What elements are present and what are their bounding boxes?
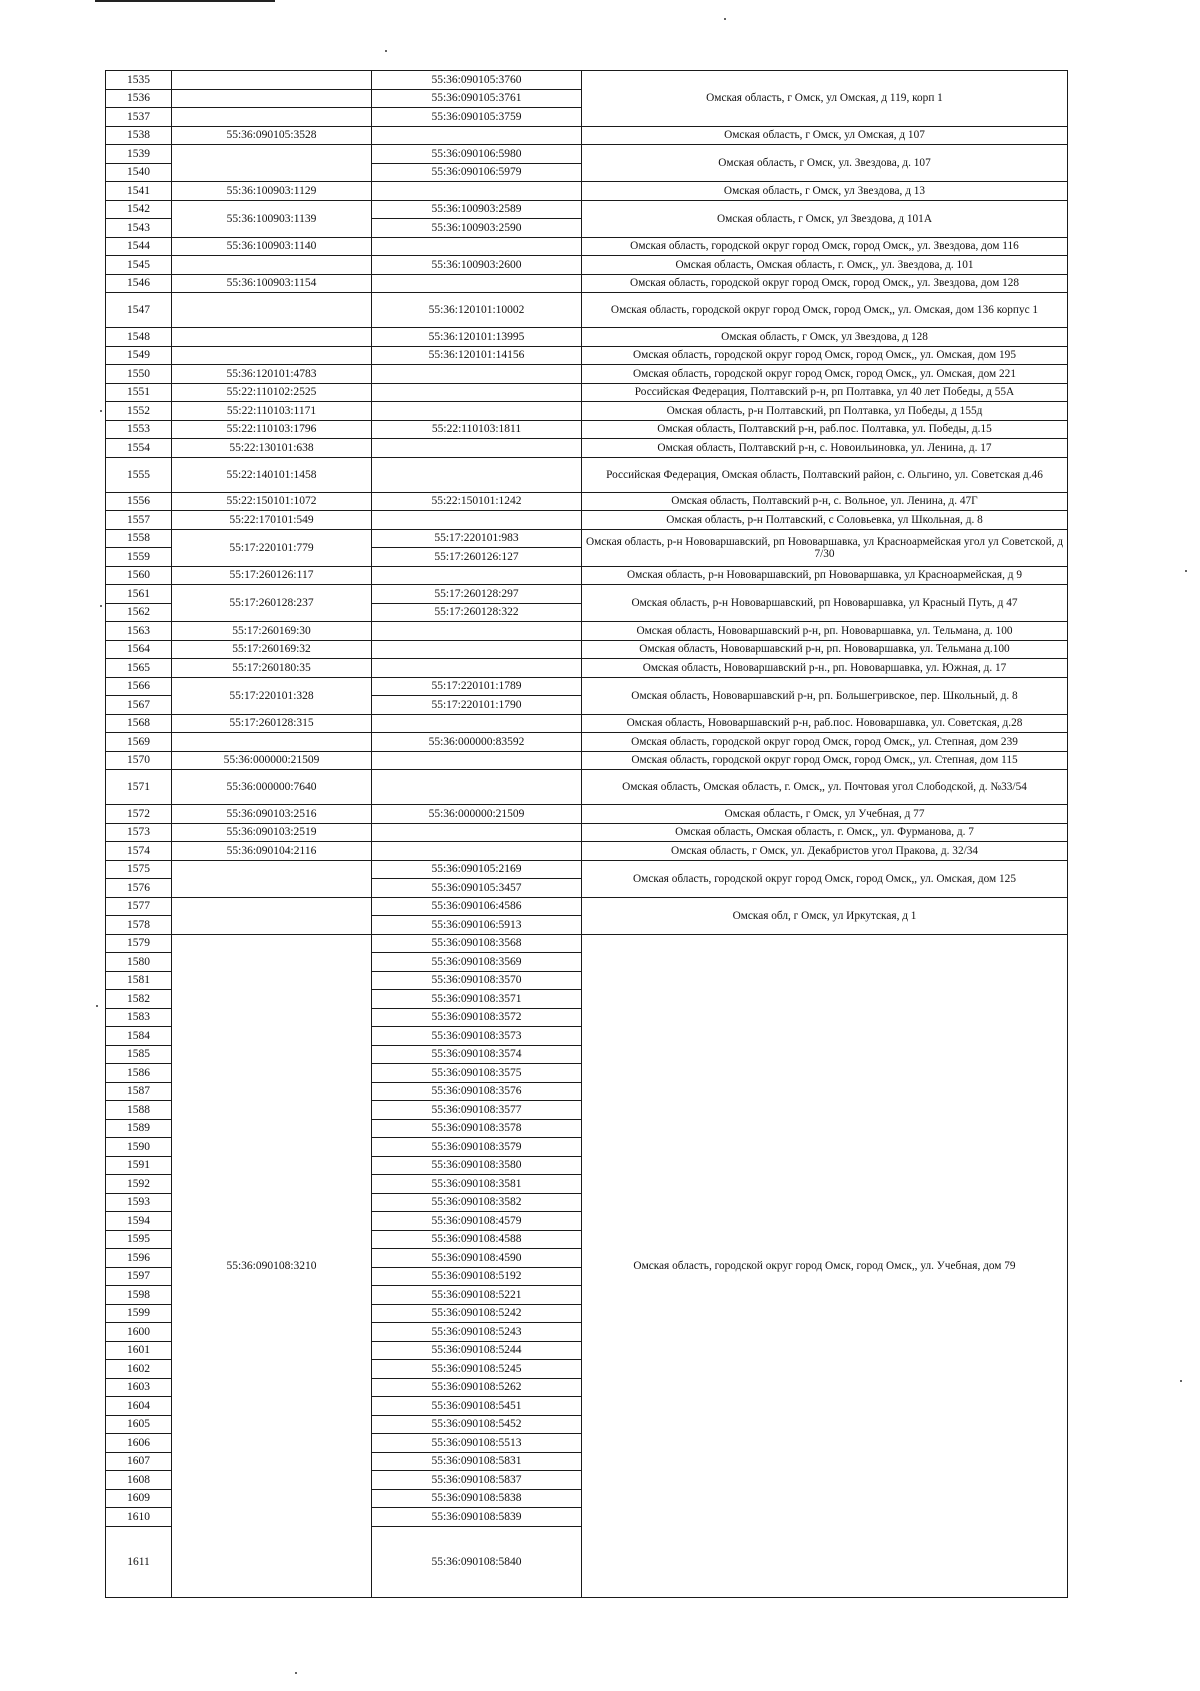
object-number-cell: 55:36:090108:3573 (372, 1027, 582, 1046)
row-number-cell: 1549 (106, 346, 172, 365)
row-number-cell: 1593 (106, 1193, 172, 1212)
scan-speck (724, 18, 726, 20)
object-number-cell: 55:36:090108:4590 (372, 1249, 582, 1268)
object-number-cell (372, 439, 582, 458)
row-number-cell: 1550 (106, 365, 172, 384)
row-number-cell: 1561 (106, 585, 172, 604)
table-row (106, 860, 1068, 879)
row-number-cell: 1579 (106, 934, 172, 953)
address-cell: Омская область, Омская область, г. Омск,, ул. Звездова, д. 101 (582, 256, 1068, 275)
object-number-cell: 55:36:090108:3574 (372, 1045, 582, 1064)
table-row (106, 346, 1068, 365)
parcel-number-cell (172, 328, 372, 347)
row-number-cell: 1599 (106, 1304, 172, 1323)
parcel-number-cell: 55:22:150101:1072 (172, 492, 372, 511)
table-row (106, 897, 1068, 916)
scan-speck (96, 1005, 98, 1007)
object-number-cell: 55:17:220101:1790 (372, 696, 582, 715)
object-number-cell (372, 182, 582, 201)
object-number-cell: 55:17:220101:983 (372, 529, 582, 548)
object-number-cell: 55:17:260128:297 (372, 585, 582, 604)
address-cell: Омская область, г Омск, ул Омская, д 107 (582, 126, 1068, 145)
table-row (106, 714, 1068, 733)
address-cell: Омская область, р-н Нововаршавский, рп Нововаршавка, ул Красноармейская угол ул Советской, д 7/30 (582, 529, 1068, 566)
object-number-cell: 55:36:090108:5839 (372, 1508, 582, 1527)
object-number-cell: 55:36:090106:5980 (372, 145, 582, 164)
object-number-cell (372, 770, 582, 805)
row-number-cell: 1545 (106, 256, 172, 275)
object-number-cell: 55:36:090108:3579 (372, 1138, 582, 1157)
object-number-cell (372, 457, 582, 492)
row-number-cell: 1562 (106, 603, 172, 622)
object-number-cell: 55:17:260128:322 (372, 603, 582, 622)
scan-speck (1185, 570, 1187, 572)
address-cell: Омская область, г Омск, ул. Звездова, д. 107 (582, 145, 1068, 182)
table-row (106, 126, 1068, 145)
address-cell: Омская область, городской округ город Омск, город Омск,, ул. Звездова, дом 128 (582, 274, 1068, 293)
row-number-cell: 1576 (106, 879, 172, 898)
parcel-number-cell (172, 346, 372, 365)
object-number-cell (372, 823, 582, 842)
parcel-number-cell (172, 145, 372, 182)
address-cell: Омская область, городской округ город Омск, город Омск,, ул. Омская, дом 195 (582, 346, 1068, 365)
row-number-cell: 1580 (106, 953, 172, 972)
row-number-cell: 1611 (106, 1526, 172, 1597)
object-number-cell: 55:36:120101:14156 (372, 346, 582, 365)
object-number-cell: 55:36:090106:4586 (372, 897, 582, 916)
row-number-cell: 1584 (106, 1027, 172, 1046)
row-number-cell: 1539 (106, 145, 172, 164)
object-number-cell (372, 751, 582, 770)
object-number-cell: 55:36:090108:5262 (372, 1378, 582, 1397)
row-number-cell: 1595 (106, 1230, 172, 1249)
object-number-cell (372, 659, 582, 678)
object-number-cell: 55:36:100903:2600 (372, 256, 582, 275)
parcel-number-cell: 55:17:220101:328 (172, 677, 372, 714)
address-cell: Российская Федерация, Омская область, Полтавский район, с. Ольгино, ул. Советская д.46 (582, 457, 1068, 492)
row-number-cell: 1594 (106, 1212, 172, 1231)
object-number-cell (372, 402, 582, 421)
row-number-cell: 1578 (106, 916, 172, 935)
row-number-cell: 1555 (106, 457, 172, 492)
table-row (106, 805, 1068, 824)
row-number-cell: 1610 (106, 1508, 172, 1527)
object-number-cell: 55:36:100903:2589 (372, 200, 582, 219)
row-number-cell: 1560 (106, 566, 172, 585)
row-number-cell: 1592 (106, 1175, 172, 1194)
table-row (106, 659, 1068, 678)
object-number-cell: 55:36:090105:2169 (372, 860, 582, 879)
address-cell: Омская область, г Омск, ул Звездова, д 128 (582, 328, 1068, 347)
address-cell: Омская область, г Омск, ул Звездова, д 13 (582, 182, 1068, 201)
row-number-cell: 1569 (106, 733, 172, 752)
object-number-cell: 55:36:090105:3761 (372, 89, 582, 108)
object-number-cell: 55:36:000000:83592 (372, 733, 582, 752)
object-number-cell: 55:36:090108:3575 (372, 1064, 582, 1083)
table-row (106, 770, 1068, 805)
table-row (106, 842, 1068, 861)
address-cell: Омская область, г Омск, ул Омская, д 119, корп 1 (582, 71, 1068, 127)
row-number-cell: 1544 (106, 237, 172, 256)
table-row (106, 751, 1068, 770)
address-cell: Омская область, городской округ город Омск, город Омск,, ул. Степная, дом 239 (582, 733, 1068, 752)
object-number-cell: 55:36:100903:2590 (372, 219, 582, 238)
object-number-cell: 55:36:090108:3571 (372, 990, 582, 1009)
row-number-cell: 1571 (106, 770, 172, 805)
row-number-cell: 1590 (106, 1138, 172, 1157)
table-row (106, 585, 1068, 604)
object-number-cell: 55:36:090108:5837 (372, 1471, 582, 1490)
row-number-cell: 1605 (106, 1415, 172, 1434)
table-row (106, 439, 1068, 458)
address-cell: Российская Федерация, Полтавский р-н, рп Полтавка, ул 40 лет Победы, д 55А (582, 383, 1068, 402)
object-number-cell: 55:22:150101:1242 (372, 492, 582, 511)
row-number-cell: 1556 (106, 492, 172, 511)
table-row (106, 274, 1068, 293)
address-cell: Омская область, г Омск, ул Звездова, д 101А (582, 200, 1068, 237)
scan-border-line (95, 0, 275, 2)
row-number-cell: 1551 (106, 383, 172, 402)
parcel-number-cell (172, 897, 372, 934)
object-number-cell: 55:36:090108:5452 (372, 1415, 582, 1434)
object-number-cell: 55:36:090105:3457 (372, 879, 582, 898)
row-number-cell: 1598 (106, 1286, 172, 1305)
scan-speck (1180, 1380, 1182, 1382)
table-row (106, 182, 1068, 201)
scan-speck (100, 605, 102, 607)
row-number-cell: 1604 (106, 1397, 172, 1416)
parcel-number-cell: 55:17:260180:35 (172, 659, 372, 678)
table-row (106, 511, 1068, 530)
address-cell: Омская область, р-н Нововаршавский, рп Нововаршавка, ул Красный Путь, д 47 (582, 585, 1068, 622)
row-number-cell: 1577 (106, 897, 172, 916)
address-cell: Омская область, Нововаршавский р-н, рп. Нововаршавка, ул. Тельмана, д. 100 (582, 622, 1068, 641)
row-number-cell: 1566 (106, 677, 172, 696)
scan-speck (385, 50, 387, 52)
object-number-cell (372, 842, 582, 861)
row-number-cell: 1535 (106, 71, 172, 90)
parcel-number-cell: 55:22:110103:1796 (172, 420, 372, 439)
parcel-number-cell: 55:36:000000:7640 (172, 770, 372, 805)
object-number-cell: 55:36:090108:5192 (372, 1267, 582, 1286)
parcel-number-cell: 55:36:000000:21509 (172, 751, 372, 770)
object-number-cell: 55:17:220101:1789 (372, 677, 582, 696)
parcel-number-cell: 55:17:260169:30 (172, 622, 372, 641)
row-number-cell: 1572 (106, 805, 172, 824)
address-cell: Омская область, Полтавский р-н, раб.пос. Полтавка, ул. Победы, д.15 (582, 420, 1068, 439)
parcel-number-cell: 55:36:100903:1154 (172, 274, 372, 293)
address-cell: Омская область, Нововаршавский р-н., рп. Нововаршавка, ул. Южная, д. 17 (582, 659, 1068, 678)
object-number-cell: 55:36:090108:3570 (372, 971, 582, 990)
address-cell: Омская область, Омская область, г. Омск,, ул. Почтовая угол Слободской, д. №33/54 (582, 770, 1068, 805)
row-number-cell: 1589 (106, 1119, 172, 1138)
object-number-cell: 55:36:090108:3577 (372, 1101, 582, 1120)
scan-speck (295, 1672, 297, 1674)
parcel-number-cell: 55:17:260128:237 (172, 585, 372, 622)
row-number-cell: 1567 (106, 696, 172, 715)
table-row (106, 934, 1068, 953)
object-number-cell (372, 566, 582, 585)
row-number-cell: 1575 (106, 860, 172, 879)
table-row (106, 328, 1068, 347)
object-number-cell (372, 640, 582, 659)
parcel-number-cell: 55:36:100903:1139 (172, 200, 372, 237)
row-number-cell: 1585 (106, 1045, 172, 1064)
row-number-cell: 1553 (106, 420, 172, 439)
row-number-cell: 1548 (106, 328, 172, 347)
row-number-cell: 1564 (106, 640, 172, 659)
table-row (106, 145, 1068, 164)
address-cell: Омская область, Полтавский р-н, с. Новоильиновка, ул. Ленина, д. 17 (582, 439, 1068, 458)
object-number-cell: 55:17:260126:127 (372, 548, 582, 567)
address-cell: Омская область, Нововаршавский р-н, рп. Нововаршавка, ул. Тельмана д.100 (582, 640, 1068, 659)
object-number-cell: 55:36:090108:4579 (372, 1212, 582, 1231)
object-number-cell: 55:36:090105:3760 (372, 71, 582, 90)
object-number-cell: 55:36:090108:5243 (372, 1323, 582, 1342)
parcel-number-cell (172, 733, 372, 752)
table-row (106, 640, 1068, 659)
row-number-cell: 1609 (106, 1489, 172, 1508)
parcel-number-cell: 55:36:120101:4783 (172, 365, 372, 384)
object-number-cell (372, 274, 582, 293)
object-number-cell: 55:36:090108:5244 (372, 1341, 582, 1360)
parcel-number-cell: 55:17:260169:32 (172, 640, 372, 659)
row-number-cell: 1540 (106, 163, 172, 182)
parcel-number-cell: 55:36:100903:1140 (172, 237, 372, 256)
object-number-cell: 55:36:090108:5245 (372, 1360, 582, 1379)
object-number-cell: 55:36:090108:3576 (372, 1082, 582, 1101)
row-number-cell: 1591 (106, 1156, 172, 1175)
object-number-cell: 55:36:090106:5913 (372, 916, 582, 935)
address-cell: Омская область, Полтавский р-н, с. Вольное, ул. Ленина, д. 47Г (582, 492, 1068, 511)
row-number-cell: 1547 (106, 293, 172, 328)
parcel-number-cell: 55:22:170101:549 (172, 511, 372, 530)
object-number-cell: 55:36:090108:5451 (372, 1397, 582, 1416)
parcel-number-cell: 55:36:090103:2519 (172, 823, 372, 842)
address-cell: Омская область, городской округ город Омск, город Омск,, ул. Омская, дом 136 корпус 1 (582, 293, 1068, 328)
object-number-cell: 55:36:090108:3582 (372, 1193, 582, 1212)
table-row (106, 293, 1068, 328)
table-row (106, 256, 1068, 275)
parcel-number-cell: 55:22:140101:1458 (172, 457, 372, 492)
parcel-number-cell: 55:36:090105:3528 (172, 126, 372, 145)
address-cell: Омская область, Омская область, г. Омск,, ул. Фурманова, д. 7 (582, 823, 1068, 842)
object-number-cell: 55:36:090108:5242 (372, 1304, 582, 1323)
object-number-cell: 55:36:090108:5221 (372, 1286, 582, 1305)
object-number-cell (372, 383, 582, 402)
parcel-number-cell: 55:22:110103:1171 (172, 402, 372, 421)
address-cell: Омская область, городской округ город Омск, город Омск,, ул. Учебная, дом 79 (582, 934, 1068, 1597)
table-row (106, 677, 1068, 696)
table-row (106, 420, 1068, 439)
table-row (106, 529, 1068, 548)
address-cell: Омская область, р-н Нововаршавский, рп Нововаршавка, ул Красноармейская, д 9 (582, 566, 1068, 585)
parcel-number-cell (172, 256, 372, 275)
object-number-cell: 55:36:090108:3581 (372, 1175, 582, 1194)
parcel-number-cell: 55:17:220101:779 (172, 529, 372, 566)
row-number-cell: 1557 (106, 511, 172, 530)
row-number-cell: 1608 (106, 1471, 172, 1490)
address-cell: Омская область, городской округ город Омск, город Омск,, ул. Омская, дом 221 (582, 365, 1068, 384)
row-number-cell: 1601 (106, 1341, 172, 1360)
address-cell: Омская обл, г Омск, ул Иркутская, д 1 (582, 897, 1068, 934)
address-cell: Омская область, Нововаршавский р-н, раб.пос. Нововаршавка, ул. Советская, д.28 (582, 714, 1068, 733)
address-cell: Омская область, городской округ город Омск, город Омск,, ул. Омская, дом 125 (582, 860, 1068, 897)
object-number-cell (372, 237, 582, 256)
table-row (106, 492, 1068, 511)
parcel-number-cell: 55:22:110102:2525 (172, 383, 372, 402)
object-number-cell (372, 126, 582, 145)
row-number-cell: 1554 (106, 439, 172, 458)
row-number-cell: 1558 (106, 529, 172, 548)
object-number-cell: 55:36:090106:5979 (372, 163, 582, 182)
row-number-cell: 1582 (106, 990, 172, 1009)
row-number-cell: 1606 (106, 1434, 172, 1453)
row-number-cell: 1588 (106, 1101, 172, 1120)
object-number-cell: 55:36:000000:21509 (372, 805, 582, 824)
address-cell: Омская область, городской округ город Омск, город Омск,, ул. Звездова, дом 116 (582, 237, 1068, 256)
object-number-cell: 55:36:090105:3759 (372, 108, 582, 127)
row-number-cell: 1583 (106, 1008, 172, 1027)
row-number-cell: 1559 (106, 548, 172, 567)
row-number-cell: 1600 (106, 1323, 172, 1342)
row-number-cell: 1541 (106, 182, 172, 201)
table-row (106, 622, 1068, 641)
scan-speck (100, 410, 102, 412)
parcel-number-cell (172, 860, 372, 897)
row-number-cell: 1538 (106, 126, 172, 145)
row-number-cell: 1581 (106, 971, 172, 990)
row-number-cell: 1586 (106, 1064, 172, 1083)
object-number-cell: 55:36:090108:3578 (372, 1119, 582, 1138)
parcel-number-cell: 55:36:090104:2116 (172, 842, 372, 861)
row-number-cell: 1543 (106, 219, 172, 238)
object-number-cell: 55:36:120101:13995 (372, 328, 582, 347)
object-number-cell: 55:22:110103:1811 (372, 420, 582, 439)
object-number-cell (372, 714, 582, 733)
row-number-cell: 1537 (106, 108, 172, 127)
table-row (106, 383, 1068, 402)
row-number-cell: 1563 (106, 622, 172, 641)
table-row (106, 733, 1068, 752)
object-number-cell: 55:36:090108:3568 (372, 934, 582, 953)
object-number-cell (372, 511, 582, 530)
parcel-number-cell (172, 108, 372, 127)
row-number-cell: 1568 (106, 714, 172, 733)
cadastral-register-table (105, 70, 1068, 1598)
table-row (106, 200, 1068, 219)
object-number-cell (372, 622, 582, 641)
address-cell: Омская область, Нововаршавский р-н, рп. Большегривское, пер. Школьный, д. 8 (582, 677, 1068, 714)
row-number-cell: 1603 (106, 1378, 172, 1397)
object-number-cell (372, 365, 582, 384)
parcel-number-cell: 55:22:130101:638 (172, 439, 372, 458)
row-number-cell: 1570 (106, 751, 172, 770)
object-number-cell: 55:36:090108:3572 (372, 1008, 582, 1027)
row-number-cell: 1546 (106, 274, 172, 293)
address-cell: Омская область, р-н Полтавский, с Соловьевка, ул Школьная, д. 8 (582, 511, 1068, 530)
parcel-number-cell: 55:36:090103:2516 (172, 805, 372, 824)
row-number-cell: 1536 (106, 89, 172, 108)
parcel-number-cell (172, 293, 372, 328)
row-number-cell: 1587 (106, 1082, 172, 1101)
object-number-cell: 55:36:090108:3580 (372, 1156, 582, 1175)
table-row (106, 365, 1068, 384)
object-number-cell: 55:36:090108:3569 (372, 953, 582, 972)
parcel-number-cell: 55:17:260126:117 (172, 566, 372, 585)
row-number-cell: 1542 (106, 200, 172, 219)
row-number-cell: 1573 (106, 823, 172, 842)
table-row (106, 71, 1068, 90)
parcel-number-cell: 55:36:090108:3210 (172, 934, 372, 1597)
row-number-cell: 1565 (106, 659, 172, 678)
table-row (106, 457, 1068, 492)
row-number-cell: 1607 (106, 1452, 172, 1471)
table-row (106, 402, 1068, 421)
row-number-cell: 1574 (106, 842, 172, 861)
row-number-cell: 1596 (106, 1249, 172, 1268)
object-number-cell: 55:36:120101:10002 (372, 293, 582, 328)
row-number-cell: 1602 (106, 1360, 172, 1379)
table-row (106, 566, 1068, 585)
row-number-cell: 1597 (106, 1267, 172, 1286)
object-number-cell: 55:36:090108:5838 (372, 1489, 582, 1508)
address-cell: Омская область, г Омск, ул. Декабристов угол Пракова, д. 32/34 (582, 842, 1068, 861)
address-cell: Омская область, городской округ город Омск, город Омск,, ул. Степная, дом 115 (582, 751, 1068, 770)
parcel-number-cell: 55:17:260128:315 (172, 714, 372, 733)
parcel-number-cell: 55:36:100903:1129 (172, 182, 372, 201)
table-row (106, 823, 1068, 842)
table-row (106, 237, 1068, 256)
object-number-cell: 55:36:090108:5513 (372, 1434, 582, 1453)
parcel-number-cell (172, 71, 372, 90)
row-number-cell: 1552 (106, 402, 172, 421)
parcel-number-cell (172, 89, 372, 108)
object-number-cell: 55:36:090108:5831 (372, 1452, 582, 1471)
address-cell: Омская область, р-н Полтавский, рп Полтавка, ул Победы, д 155д (582, 402, 1068, 421)
object-number-cell: 55:36:090108:5840 (372, 1526, 582, 1597)
address-cell: Омская область, г Омск, ул Учебная, д 77 (582, 805, 1068, 824)
object-number-cell: 55:36:090108:4588 (372, 1230, 582, 1249)
